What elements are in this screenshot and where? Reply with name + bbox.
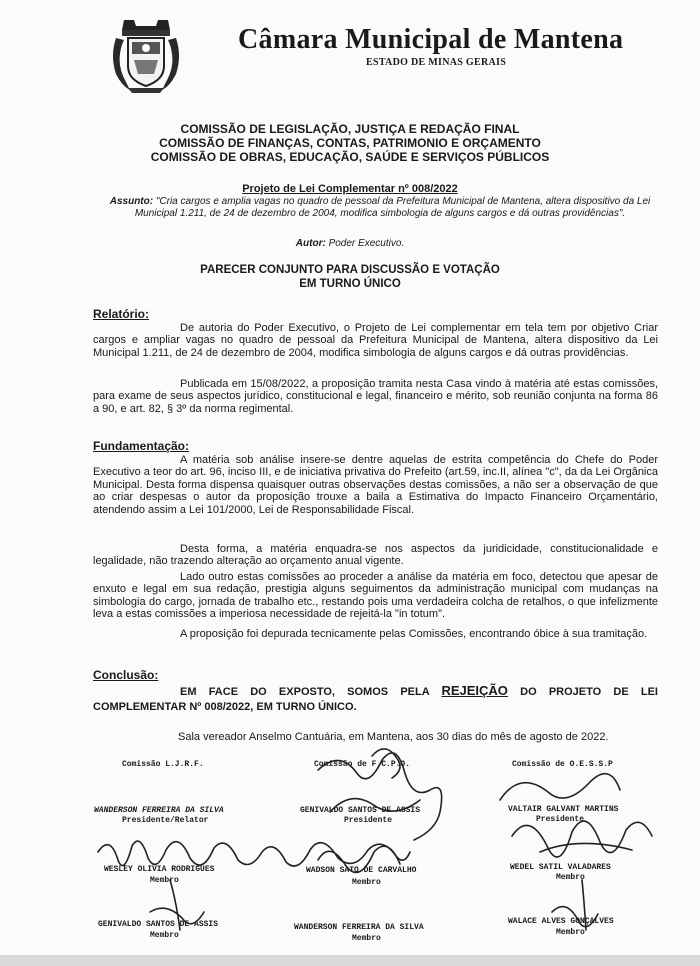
signature-stroke xyxy=(512,821,652,857)
signature-stroke xyxy=(318,753,442,840)
projeto-title: Projeto de Lei Complementar nº 008/2022 xyxy=(242,183,458,195)
autor-value: Poder Executivo. xyxy=(328,238,405,249)
fundamentacao-paragraph-2: Desta forma, a matéria enquadra-se nos aspectos da juridicidade, constitucionalidade e legalidade, não trazendo alteração ao orçamento anual vigente. xyxy=(93,543,658,568)
fundamentacao-heading: Fundamentação: xyxy=(93,439,190,453)
conclusao-pre: EM FACE DO EXPOSTO, SOMOS PELA xyxy=(180,686,430,698)
committee-line: COMISSÃO DE OBRAS, EDUCAÇÃO, SAÚDE E SERVIÇOS PÚBLICOS xyxy=(150,150,550,164)
committee-line: COMISSÃO DE LEGISLAÇÃO, JUSTIÇA E REDAÇÃO FINAL xyxy=(180,122,520,136)
signatory-role: Presidente xyxy=(536,815,585,824)
signature-stroke xyxy=(582,880,586,930)
signatory-role: Presidente xyxy=(344,816,393,825)
signatory-name: WADSON SATO DE CARVALHO xyxy=(306,866,417,875)
signatory-name: WEDEL SATIL VALADARES xyxy=(510,863,611,872)
signature-stroke xyxy=(170,880,180,930)
signature-stroke xyxy=(330,799,420,812)
relatorio-heading: Relatório: xyxy=(93,307,150,321)
signatory-name: WALACE ALVES GONÇALVES xyxy=(508,917,614,926)
bottom-bar xyxy=(0,955,700,966)
signature-stroke xyxy=(98,841,410,866)
autor-label: Autor: xyxy=(295,238,326,249)
commission-label-oessp: Comissão de O.E.S.S.P xyxy=(512,760,613,769)
conclusao-post: DO PROJETO DE LEI COMPLEMENTAR Nº 008/2022, EM TURNO ÚNICO. xyxy=(93,686,658,713)
signatory-name: WANDERSON FERREIRA DA SILVA xyxy=(294,923,424,932)
commission-label-ljrf: Comissão L.J.R.F. xyxy=(122,760,204,769)
relatorio-paragraph-1: De autoria do Poder Executivo, o Projeto de Lei complementar em tela tem por objetivo Criar cargos e ampliar vagas no quadro de pessoal da Prefeitura Municipal de Mantena, altera dispositivo da Lei Municipal 1.211, de 24 de dezembro de 2004, modifica simbologia de alguns cargos e dá outras providências. xyxy=(93,322,658,359)
signatory-name: VALTAIR GALVANT MARTINS xyxy=(508,805,619,814)
sala-line: Sala vereador Anselmo Cantuária, em Mantena, aos 30 dias do mês de agosto de 2022. xyxy=(178,731,609,743)
parecer-line-2: EM TURNO ÚNICO xyxy=(299,278,401,290)
signatory-role: Membro xyxy=(556,928,585,937)
committee-line: COMISSÃO DE FINANÇAS, CONTAS, PATRIMONIO E ORÇAMENTO xyxy=(159,136,541,150)
signatory-role: Membro xyxy=(150,931,179,940)
signatory-role: Membro xyxy=(352,878,381,887)
signature-stroke xyxy=(552,907,598,927)
conclusao-heading: Conclusão: xyxy=(93,668,159,682)
signatory-role: Presidente/Relator xyxy=(122,816,209,825)
assunto-text: "Cria cargos e amplia vagas no quadro de pessoal da Prefeitura Municipal de Mantena, altera dispositivo da Lei Municipal 1.211, de 24 de dezembro de 2004, modifica simbologia de alguns cargos e dá outras providências". xyxy=(134,196,651,219)
relatorio-paragraph-2: Publicada em 15/08/2022, a proposição tramita nesta Casa vindo à matéria até estas comissões, para exame de seus aspectos jurídico, constitucional e legal, financeiro e mérito, sob reunião conjunta na forma 86 a 90, e art. 82, § 3º da norma regimental. xyxy=(93,378,658,415)
assunto-label: Assunto: xyxy=(109,196,154,207)
conclusao-emphasis: REJEIÇÃO xyxy=(441,683,508,698)
signatory-role: Membro xyxy=(150,876,179,885)
fundamentacao-paragraph-4: A proposição foi depurada tecnicamente pelas Comissões, encontrando óbice à sua tramitação. xyxy=(180,628,648,640)
parecer-line-1: PARECER CONJUNTO PARA DISCUSSÃO E VOTAÇÃO xyxy=(200,264,500,276)
signatory-name: GENIVALDO SANTOS DE ASSIS xyxy=(300,806,421,815)
signatory-role: Membro xyxy=(556,873,585,882)
signatory-name: WANDERSON FERREIRA DA SILVA xyxy=(94,806,224,815)
fundamentacao-paragraph-1: A matéria sob análise insere-se dentre aquelas de estrita competência do Chefe do Poder Executivo a teor do art. 96, inciso III, e de iniciativa privativa do Prefeito (art.59, inc.II, alínea "c", da da Lei Orgânica Municipal. Desta forma dispensa quaisquer outras observações destas comissões, a não ser a observação de que ao criar despesas o autor da proposição trouxe a baila a Estimativa do Impacto Financeiro Orçamentário, atendendo assim a Lei 101/2000, Lei de Responsabilidade Fiscal. xyxy=(93,454,658,516)
signatory-name: GENIVALDO SANTOS DE ASSIS xyxy=(98,920,219,929)
header-title: Câmara Municipal de Mantena xyxy=(238,24,624,55)
signatory-name: WESLEY OLIVIA RODRIGUES xyxy=(104,865,215,874)
commission-label-fcpo: Comissão de F.C.P.O. xyxy=(314,760,411,769)
signatory-role: Membro xyxy=(352,934,381,943)
fundamentacao-paragraph-3: Lado outro estas comissões ao proceder a análise da matéria em foco, detectou que apesar de enxuto e legal em sua redação, prestigia alguns seguimentos da administração municipal com mudanças na simbologia do cargo, jornada de trabalho etc., restando pois uma verdadeira colcha de retalhos, o que infelizmente leva a estas comissões a imperiosa necessidade de rejeitá-la "in totum". xyxy=(93,571,658,621)
signature-stroke xyxy=(372,749,400,778)
header-subtitle: ESTADO DE MINAS GERAIS xyxy=(366,57,507,68)
signature-stroke xyxy=(500,774,620,800)
